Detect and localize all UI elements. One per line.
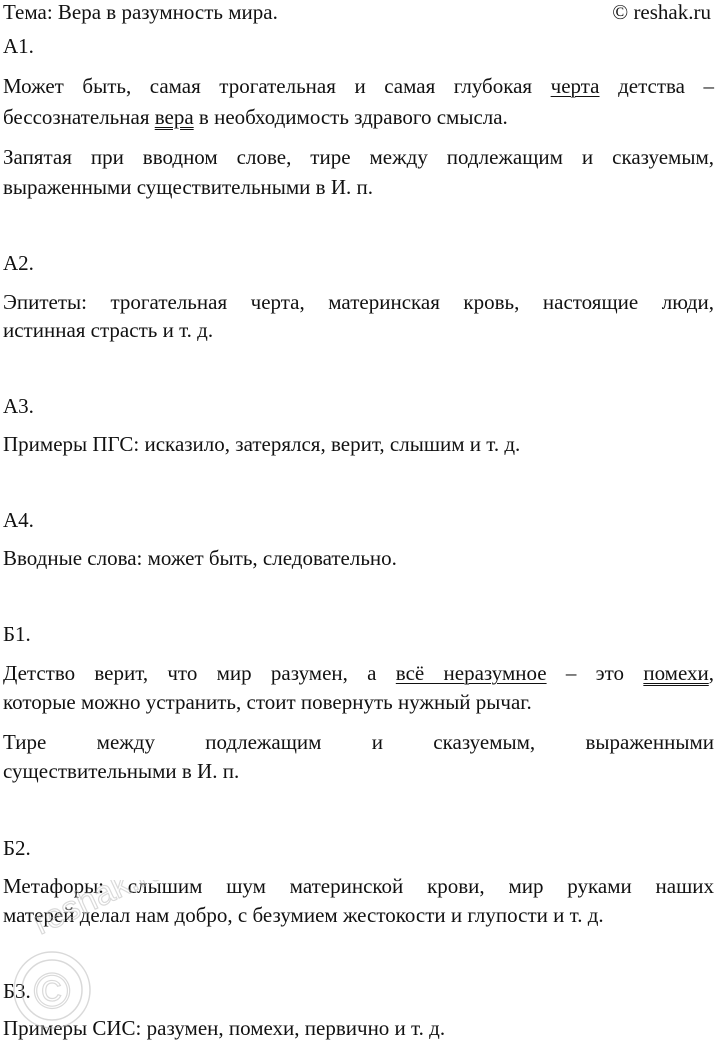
section-label: Б2. — [3, 836, 31, 860]
text-fragment: Может быть, самая трогательная и самая глубокая — [3, 74, 533, 98]
section-label: А2. — [3, 251, 34, 275]
section-label: А1. — [3, 34, 34, 58]
topic-title: Тема: Вера в разумность мира. — [3, 0, 278, 24]
text-fragment: бессознательная — [3, 105, 150, 129]
text-fragment: – это — [565, 661, 625, 685]
paragraph-line: существительными в И. п. — [3, 759, 240, 783]
paragraph-line: Примеры ПГС: исказило, затерялся, верит, слышим и т. д. — [3, 432, 521, 456]
svg-text:©: © — [33, 963, 71, 1019]
paragraph-line — [3, 105, 714, 129]
text-fragment: , — [708, 661, 715, 685]
subject-underlined: черта — [550, 74, 600, 98]
paragraph-line: которые можно устранить, стоит повернуть нужный рычаг. — [3, 690, 532, 714]
paragraph-line: истинная страсть и т. д. — [3, 318, 214, 342]
paragraph-line: Эпитеты: трогательная черта, материнская кровь, настоящие люди, — [3, 290, 714, 314]
paragraph-line: выраженными существительными в И. п. — [3, 175, 373, 199]
text-fragment: детства – — [618, 74, 715, 98]
predicate-underlined: вера — [154, 105, 194, 129]
paragraph-line: Запятая при вводном слове, тире между подлежащим и сказуемым, — [3, 145, 714, 169]
paragraph-line: Вводные слова: может быть, следовательно. — [3, 546, 397, 570]
text-fragment: в необходимость здравого смысла. — [198, 105, 508, 129]
subject-underlined: всё неразумное — [395, 661, 547, 685]
text-fragment: Детство верит, что мир разумен, а — [3, 661, 377, 685]
svg-text:reshak.ru: reshak.ru — [27, 880, 172, 943]
paragraph-line — [3, 74, 714, 98]
paragraph-line: матерей делал нам добро, с безумием жестокости и глупости и т. д. — [3, 903, 604, 927]
paragraph-line: Метафоры: слышим шум материнской крови, мир руками наших — [3, 874, 714, 898]
section-label: Б1. — [3, 622, 31, 646]
copyright-label: © reshak.ru — [612, 0, 711, 24]
section-label: А4. — [3, 508, 34, 532]
paragraph-line — [3, 661, 714, 685]
predicate-underlined: помехи — [643, 661, 709, 685]
paragraph-line: Примеры СИС: разумен, помехи, первично и т. д. — [3, 1016, 446, 1040]
section-label: А3. — [3, 394, 34, 418]
paragraph-line: Тире между подлежащим и сказуемым, выраженными — [3, 730, 714, 754]
section-label: Б3. — [3, 979, 31, 1003]
